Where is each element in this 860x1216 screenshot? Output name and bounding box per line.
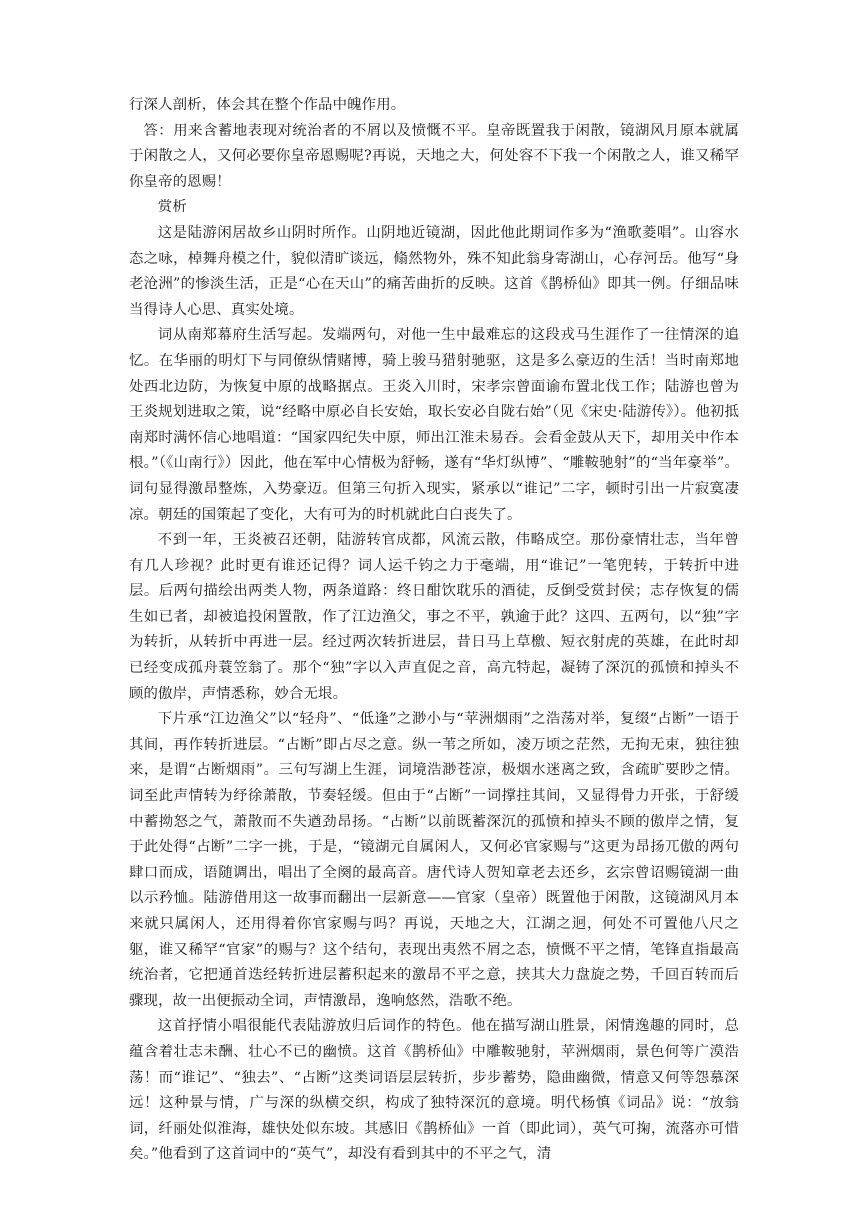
document-page [129, 93, 739, 1168]
analysis-paragraph-2: 词从南郑幕府生活写起。发端两句，对他一生中最难忘的这段戎马生涯作了一往情深的追忆。在华丽的明灯下与同僚纵情赌博，骑上骏马猎射驰驱，这是多么豪迈的生活！当时南郑地处西北边防，为恢复中原的战略据点。王炎入川时，宋孝宗曾面谕布置北伐工作；陆游也曾为王炎规划进取之策，说“经略中原必自长安始，取长安必自陇右始”（见《宋史·陆游传》）。他初抵南郑时满怀信心地唱道：“国家四纪失中原，师出江淮未易吞。会看金鼓从天下，却用关中作本根。”（《山南行》）因此，他在军中心情极为舒畅，遂有“华灯纵博”、“雕鞍驰射”的“当年豪举”。词句显得激昂整炼，入势豪迈。但第三句折入现实，紧承以“谁记”二字，顿时引出一片寂寞凄凉。朝廷的国策起了变化，大有可为的时机就此白白丧失了。 [129, 327, 739, 523]
continuation-line: 行深人剖析，体会其在整个作品中魄作用。 [129, 97, 406, 113]
answer-paragraph: 答：用来含蓄地表现对统治者的不屑以及愤慨不平。皇帝既置我于闲散，镜湖风月原本就属于闲散之人，又何必要你皇帝恩赐呢?再说，天地之大，何处容不下我一个闲散之人，谁又稀罕你皇帝的恩赐！ [129, 122, 739, 190]
analysis-paragraph-3: 不到一年，王炎被召还朝，陆游转官成都，风流云散，伟略成空。那份豪情壮志，当年曾有几人珍视？此时更有谁还记得？词人运千钧之力于毫端，用“谁记”一笔兜转，于转折中进层。后两句描绘出两类人物，两条道路：终日酣饮耽乐的酒徒，反倒受赏封侯；志存恢复的儒生如已者，却被追投闲置散，作了江边渔父，事之不平，孰逾于此？这四、五两句，以“独”字为转折，从转折中再进一层。经过两次转折进层，昔日马上草檄、短衣射虎的英雄，在此时却已经变成孤舟蓑笠翁了。那个“独”字以入声直促之音，高亢特起，凝铸了深沉的孤愤和掉头不顾的傲岸，声情悉称，妙合无垠。 [129, 532, 739, 702]
analysis-paragraph-4: 下片承“江边渔父”以“轻舟”、“低逢”之渺小与“苹洲烟雨”之浩荡对举，复缀“占断”一语于其间，再作转折进层。“占断”即占尽之意。纵一苇之所如，凌万顷之茫然，无拘无束，独往独来，是谓“占断烟雨”。三句写湖上生涯，词境浩渺苍凉，极烟水迷离之致，含疏旷要眇之情。词至此声情转为纾徐萧散，节奏轻缓。但由于“占断”一词撑拄其间，又显得骨力开张，于舒缓中蓄拗怒之气，萧散而不失遒劲昂扬。“占断”以前既蓄深沉的孤愤和掉头不顾的傲岸之情，复于此处得“占断”二字一挑，于是，“镜湖元自属闲人，又何必官家赐与”这更为昂扬兀傲的两句肆口而成，语随调出，唱出了全阕的最高音。唐代诗人贺知章老去还乡，玄宗曾诏赐镜湖一曲以示矜恤。陆游借用这一故事而翻出一层新意——官家（皇帝）既置他于闲散，这镜湖风月本来就只属闲人，还用得着你官家赐与吗？再说，天地之大，江湖之迥，何处不可置他八尺之躯，谁又稀罕“官家”的赐与？这个结句，表现出夷然不屑之态，愤慨不平之情，笔锋直指最高统治者，它把通首迭经转折进层蓄积起来的激昂不平之意，挟其大力盘旋之势，千回百转而后骤现，故一出便振动全词，声情激昂，逸响悠然，浩歌不绝。 [129, 711, 739, 1009]
analysis-paragraph-1: 这是陆游闲居故乡山阴时所作。山阴地近镜湖，因此他此期词作多为“渔歌菱唱”。山容水态之咏，棹舞舟模之什，貌似清旷谈远，翛然物外，殊不知此翁身寄湖山，心存河岳。他写“身老沧洲”的惨淡生活，正是“心在天山”的痛苦曲折的反映。这首《鹊桥仙》即其一例。仔细品味当得诗人心思、真实处境。 [129, 224, 739, 318]
analysis-paragraph-5: 这首抒情小唱很能代表陆游放归后词作的特色。他在描写湖山胜景，闲情逸趣的同时，总蕴含着壮志未酬、壮心不已的幽愤。这首《鹊桥仙》中雕鞍驰射，苹洲烟雨，景色何等广漠浩荡！而“谁记”、“独去”、“占断”这类词语层层转折，步步蓄势，隐曲幽微，情意又何等怨慕深远！这种景与情，广与深的纵横交织，构成了独特深沉的意境。明代杨慎《词品》说：“放翁词，纤丽处似淮海，雄快处似东坡。其感旧《鹊桥仙》一首（即此词），英气可掬，流落亦可惜矣。”他看到了这首词中的“英气”，却没有看到其中的不平之气，清 [129, 1018, 739, 1163]
section-heading-appreciation: 赏析 [157, 199, 187, 216]
